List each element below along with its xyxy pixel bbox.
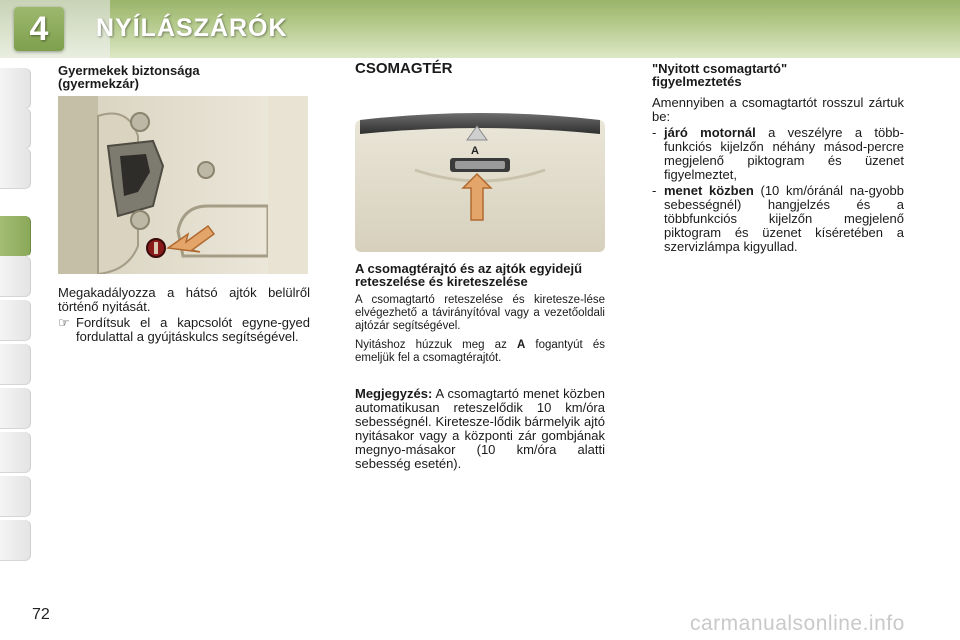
side-tab-11[interactable]: [0, 520, 31, 561]
trunk-illustration: [355, 100, 605, 252]
side-tab-10[interactable]: [0, 476, 31, 517]
side-tab-9[interactable]: [0, 432, 31, 473]
child-lock-heading-1: Gyermekek biztonsága: [58, 63, 200, 78]
mid-text: [355, 262, 605, 471]
side-tab-6[interactable]: [0, 300, 31, 341]
open-trunk-item-2: [652, 184, 904, 254]
side-tab-1[interactable]: [0, 68, 31, 109]
chapter-title: NYÍLÁSZÁRÓK: [96, 14, 288, 42]
open-trunk-item-1: [652, 126, 904, 182]
open-trunk-intro: Amennyiben a csomagtartót rosszul zártuk be:: [652, 95, 904, 124]
item-2-dash: -: [652, 183, 657, 198]
open-trunk-heading-1: "Nyitott csomagtartó": [652, 61, 788, 76]
page-number: 72: [32, 606, 50, 623]
note-label: Megjegyzés:: [355, 386, 433, 401]
watermark: carmanualsonline.info: [690, 612, 905, 635]
item-1-dash: -: [652, 125, 657, 140]
child-lock-heading-2: (gyermekzár): [58, 76, 139, 91]
child-lock-text: Megakadályozza a hátsó ajtók belülről történő nyitását.: [58, 285, 310, 314]
trunk-lock-heading: A csomagtérajtó és az ajtók egyidejű reteszelése és kireteszelése: [355, 261, 583, 289]
chapter-number: 4: [29, 10, 49, 48]
child-lock-bullet-text: Fordítsuk el a kapcsolót egyne-gyed fordulattal a gyújtáskulcs segítségével.: [76, 315, 310, 344]
left-text: [58, 286, 310, 344]
right-column: [652, 62, 904, 254]
side-tab-2[interactable]: [0, 108, 31, 149]
left-column: [58, 64, 310, 90]
section-title-csomagter: CSOMAGTÉR: [355, 60, 453, 77]
trunk-lock-para2: [355, 339, 605, 365]
child-lock-bullet: [58, 316, 310, 344]
side-tab-3[interactable]: [0, 148, 31, 189]
item-1-bold: járó motornál: [664, 125, 756, 140]
para2-part-c: fogantyút és emeljük fel a csomagtérajtót.: [355, 339, 605, 364]
side-tabs: [0, 68, 34, 576]
para2-part-b: A: [516, 339, 526, 351]
item-1-text: a veszélyre a több-funkciós kijelzőn néhány másod-percre megjelenő piktogram és üzenet figyelmeztet,: [664, 125, 904, 182]
item-2-bold: menet közben: [664, 183, 754, 198]
trunk-lock-para1: A csomagtartó reteszelése és kiretesze-lése elvégezhető a távirányítóval vagy a vezetőoldali ajtózár segítségével.: [355, 294, 605, 332]
side-tab-8[interactable]: [0, 388, 31, 429]
side-tab-7[interactable]: [0, 344, 31, 385]
pointing-hand-icon: ☞: [58, 315, 70, 330]
item-1-text-wrap: [664, 126, 904, 182]
mid-column-title-wrap: [355, 62, 605, 76]
side-tab-4-active[interactable]: [0, 216, 31, 257]
para2-part-a: Nyitáshoz húzzuk meg az: [355, 339, 517, 351]
side-tab-5[interactable]: [0, 256, 31, 297]
note-text: A csomagtartó menet közben automatikusan reteszelődik 10 km/óra sebességnél. Kiretesze-lődik bármelyik ajtó nyitásakor vagy a központi zár gombjának megnyo-másakor (10 km/óra alatti sebesség esetén).: [355, 386, 605, 471]
item-2-text-wrap: [664, 184, 904, 254]
open-trunk-heading-2: figyelmeztetés: [652, 74, 742, 89]
trunk-figure: [355, 100, 605, 252]
trunk-note: [355, 387, 605, 471]
child-lock-figure: [58, 96, 308, 274]
child-lock-illustration: [58, 96, 308, 274]
item-2-text: (10 km/óránál na-gyobb sebességnél) hangjelzés és a többfunkciós kijelzőn megjelenő piktogram és üzenet kíséretében a szervizlámpa kigyullad.: [664, 183, 904, 254]
figure-label-a: A: [471, 145, 479, 157]
